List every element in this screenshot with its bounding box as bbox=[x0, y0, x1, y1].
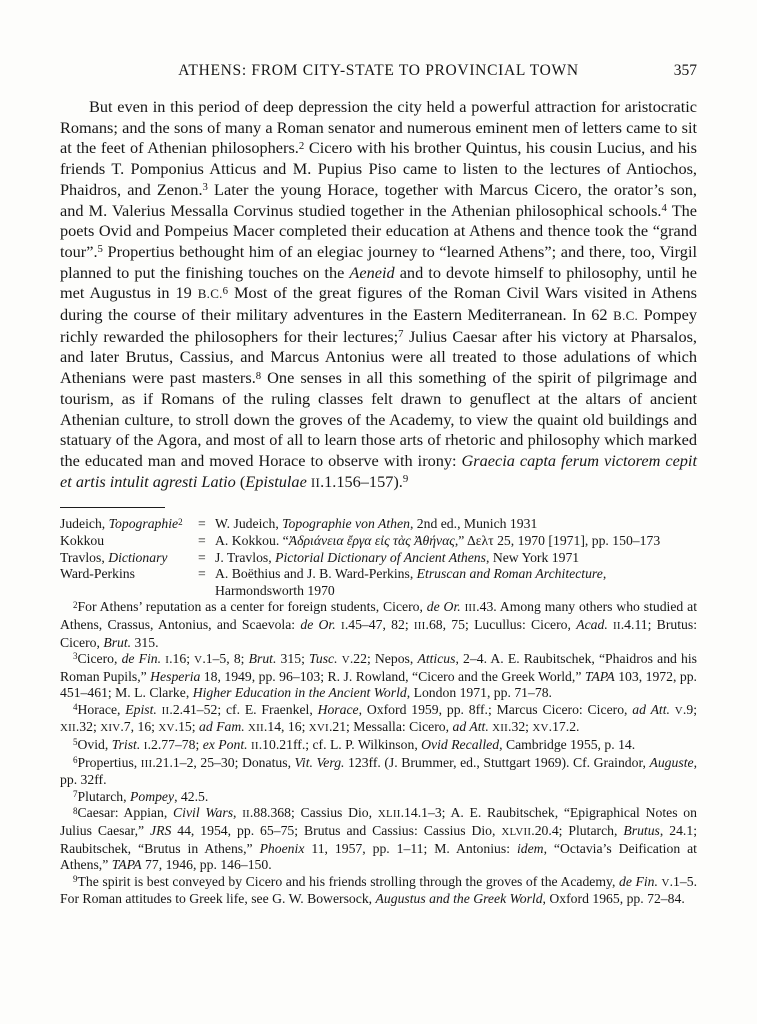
abbreviation-definition: W. Judeich, Topographie von Athen, 2nd ed., Munich 1931 bbox=[215, 516, 538, 532]
footnote-8: $^8$Caesar: Appian, Civil Wars, II.88.368; Cassius Dio, XLII.14.1–3; A. E. Raubitschek, “Epigraphical Notes on Julius Caesar,” JRS 44, 1954, pp. 65–75; Brutus and Cassius: Cassius Dio, XLVII.20.4; Plutarch, Brutus, 24.1; Raubitschek, “Brutus in Athens,” Phoenix 11, 1957, pp. 1–11; M. Antonius: idem, “Octavia’s Deification at Athens,” TAPA 77, 1946, pp. 146–150. bbox=[60, 805, 698, 873]
equals-sign: = bbox=[198, 532, 206, 548]
abbreviation-row bbox=[60, 566, 697, 599]
footnote-5: $^5$Ovid, Trist. I.2.77–78; ex Pont. II.10.21ff.; cf. L. P. Wilkinson, Ovid Recalled, Cambridge 1955, p. 14. bbox=[73, 737, 636, 753]
footnote-6: $^6$Propertius, III.21.1–2, 25–30; Donatus, Vit. Verg. 123ff. (J. Brummer, ed., Stuttgart 1969). Cf. Graindor, Auguste, pp. 32ff. bbox=[60, 754, 697, 788]
abbreviation-row bbox=[60, 533, 697, 550]
equals-sign: = bbox=[198, 566, 206, 582]
abbreviation-term: Travlos, Dictionary bbox=[60, 549, 168, 565]
footnote-3: $^3$Cicero, de Fin. I.16; V.1–5, 8; Brut. 315; Tusc. V.22; Nepos, Atticus, 2–4. A. E. Raubitschek, “Phaidros and his Roman Pupils,” Hesperia 18, 1949, pp. 96–103; R. J. Rowland, “Cicero and the Greek World,” TAPA 103, 1972, pp. 451–461; M. L. Clarke, Higher Education in the Ancient World, London 1971, pp. 71–78. bbox=[60, 651, 697, 701]
footnotes-section bbox=[60, 599, 697, 908]
page-header bbox=[60, 62, 697, 81]
footnote-7: $^7$Plutarch, Pompey, 42.5. bbox=[73, 788, 209, 804]
equals-sign: = bbox=[198, 549, 206, 565]
footnote-2: $^2$For Athens’ reputation as a center for foreign students, Cicero, de Or. III.43. Among many others who studied at Athens, Crassus, Antonius, and Scaevola: de Or. I.45–47, 82; III.68, 75; Lucullus: Cicero, Acad. II.4.11; Brutus: Cicero, Brut. 315. bbox=[60, 599, 698, 650]
running-title: ATHENS: FROM CITY-STATE TO PROVINCIAL TOWN bbox=[178, 62, 579, 79]
abbreviation-term: Judeich, Topographie$^2$ bbox=[60, 516, 183, 532]
abbreviation-term: Ward-Perkins bbox=[60, 566, 135, 582]
abbreviation-definition: J. Travlos, Pictorial Dictionary of Ancient Athens, New York 1971 bbox=[215, 549, 580, 565]
abbreviation-row bbox=[60, 516, 697, 533]
body-paragraph: But even in this period of deep depression the city held a powerful attraction for aristocratic Romans; and the sons of many a Roman senator and numerous eminent men of letters came to sit at the feet of Athenian philosophers.$^2$ Cicero with his brother Quintus, his cousin Lucius, and his friends T. Pomponius Atticus and M. Pupius Piso came to listen to the lectures of Antiochos, Phaidros, and Zenon.$^3$ Later the young Horace, together with Marcus Cicero, the orator’s son, and M. Valerius Messalla Corvinus studied together in the Athenian philosophical schools.$^4$ The poets Ovid and Pompeius Macer completed their education at Athens and thence took the “grand tour”.$^5$ Propertius bethought him of an elegiac journey to “learned Athens”; and there, too, Virgil planned to put the finishing touches on the Aeneid and to devote himself to philosophy, until he met Augustus in 19 B.C.$^6$ Most of the great figures of the Roman Civil Wars visited in Athens during the course of their military adventures in the Eastern Mediterranean. In 62 B.C. Pompey richly rewarded the philosophers for their lectures;$^7$ Julius Caesar after his victory at Pharsalos, and later Brutus, Cassius, and Marcus Antonius were all treated to those adulations of which Athenians were past masters.$^8$ One senses in all this something of the spirit of pilgrimage and tourism, as if Romans of the ruling classes felt drawn to genuflect at the altars of ancient Athenian culture, to stroll down the groves of the Academy, to view the quaint old buildings and statuary of the Agora, and most of all to learn those arts of rhetoric and philosophy which marked the educated man and moved Horace to observe with irony: Graecia capta ferum victorem cepit et artis intulit agresti Latio (Epistulae II.1.156–157).$^9$ bbox=[60, 97, 698, 491]
abbreviation-definition: A. Kokkou. “Ἀδριάνεια ἔργα εἰς τὰς Ἀθήνας,” Δελτ 25, 1970 [1971], pp. 150–173 bbox=[215, 532, 661, 548]
abbreviation-row bbox=[60, 550, 697, 567]
abbreviation-term: Kokkou bbox=[60, 532, 105, 548]
abbreviation-definition: A. Boëthius and J. B. Ward-Perkins, Etruscan and Roman Architecture, Harmondsworth 1970 bbox=[215, 566, 607, 598]
abbreviation-list bbox=[60, 516, 697, 599]
footnote-separator-rule bbox=[60, 507, 165, 508]
page-number: 357 bbox=[673, 62, 697, 79]
footnote-4: $^4$Horace, Epist. II.2.41–52; cf. E. Fraenkel, Horace, Oxford 1959, pp. 8ff.; Marcus Cicero: Cicero, ad Att. V.9; XII.32; XIV.7, 16; XV.15; ad Fam. XII.14, 16; XVI.21; Messalla: Cicero, ad Att. XII.32; XV.17.2. bbox=[60, 701, 697, 735]
equals-sign: = bbox=[198, 516, 206, 532]
footnote-9: $^9$The spirit is best conveyed by Cicero and his friends strolling through the groves of the Academy, de Fin. V.1–5. For Roman attitudes to Greek life, see G. W. Bowersock, Augustus and the Greek World, Oxford 1965, pp. 72–84. bbox=[60, 873, 697, 907]
